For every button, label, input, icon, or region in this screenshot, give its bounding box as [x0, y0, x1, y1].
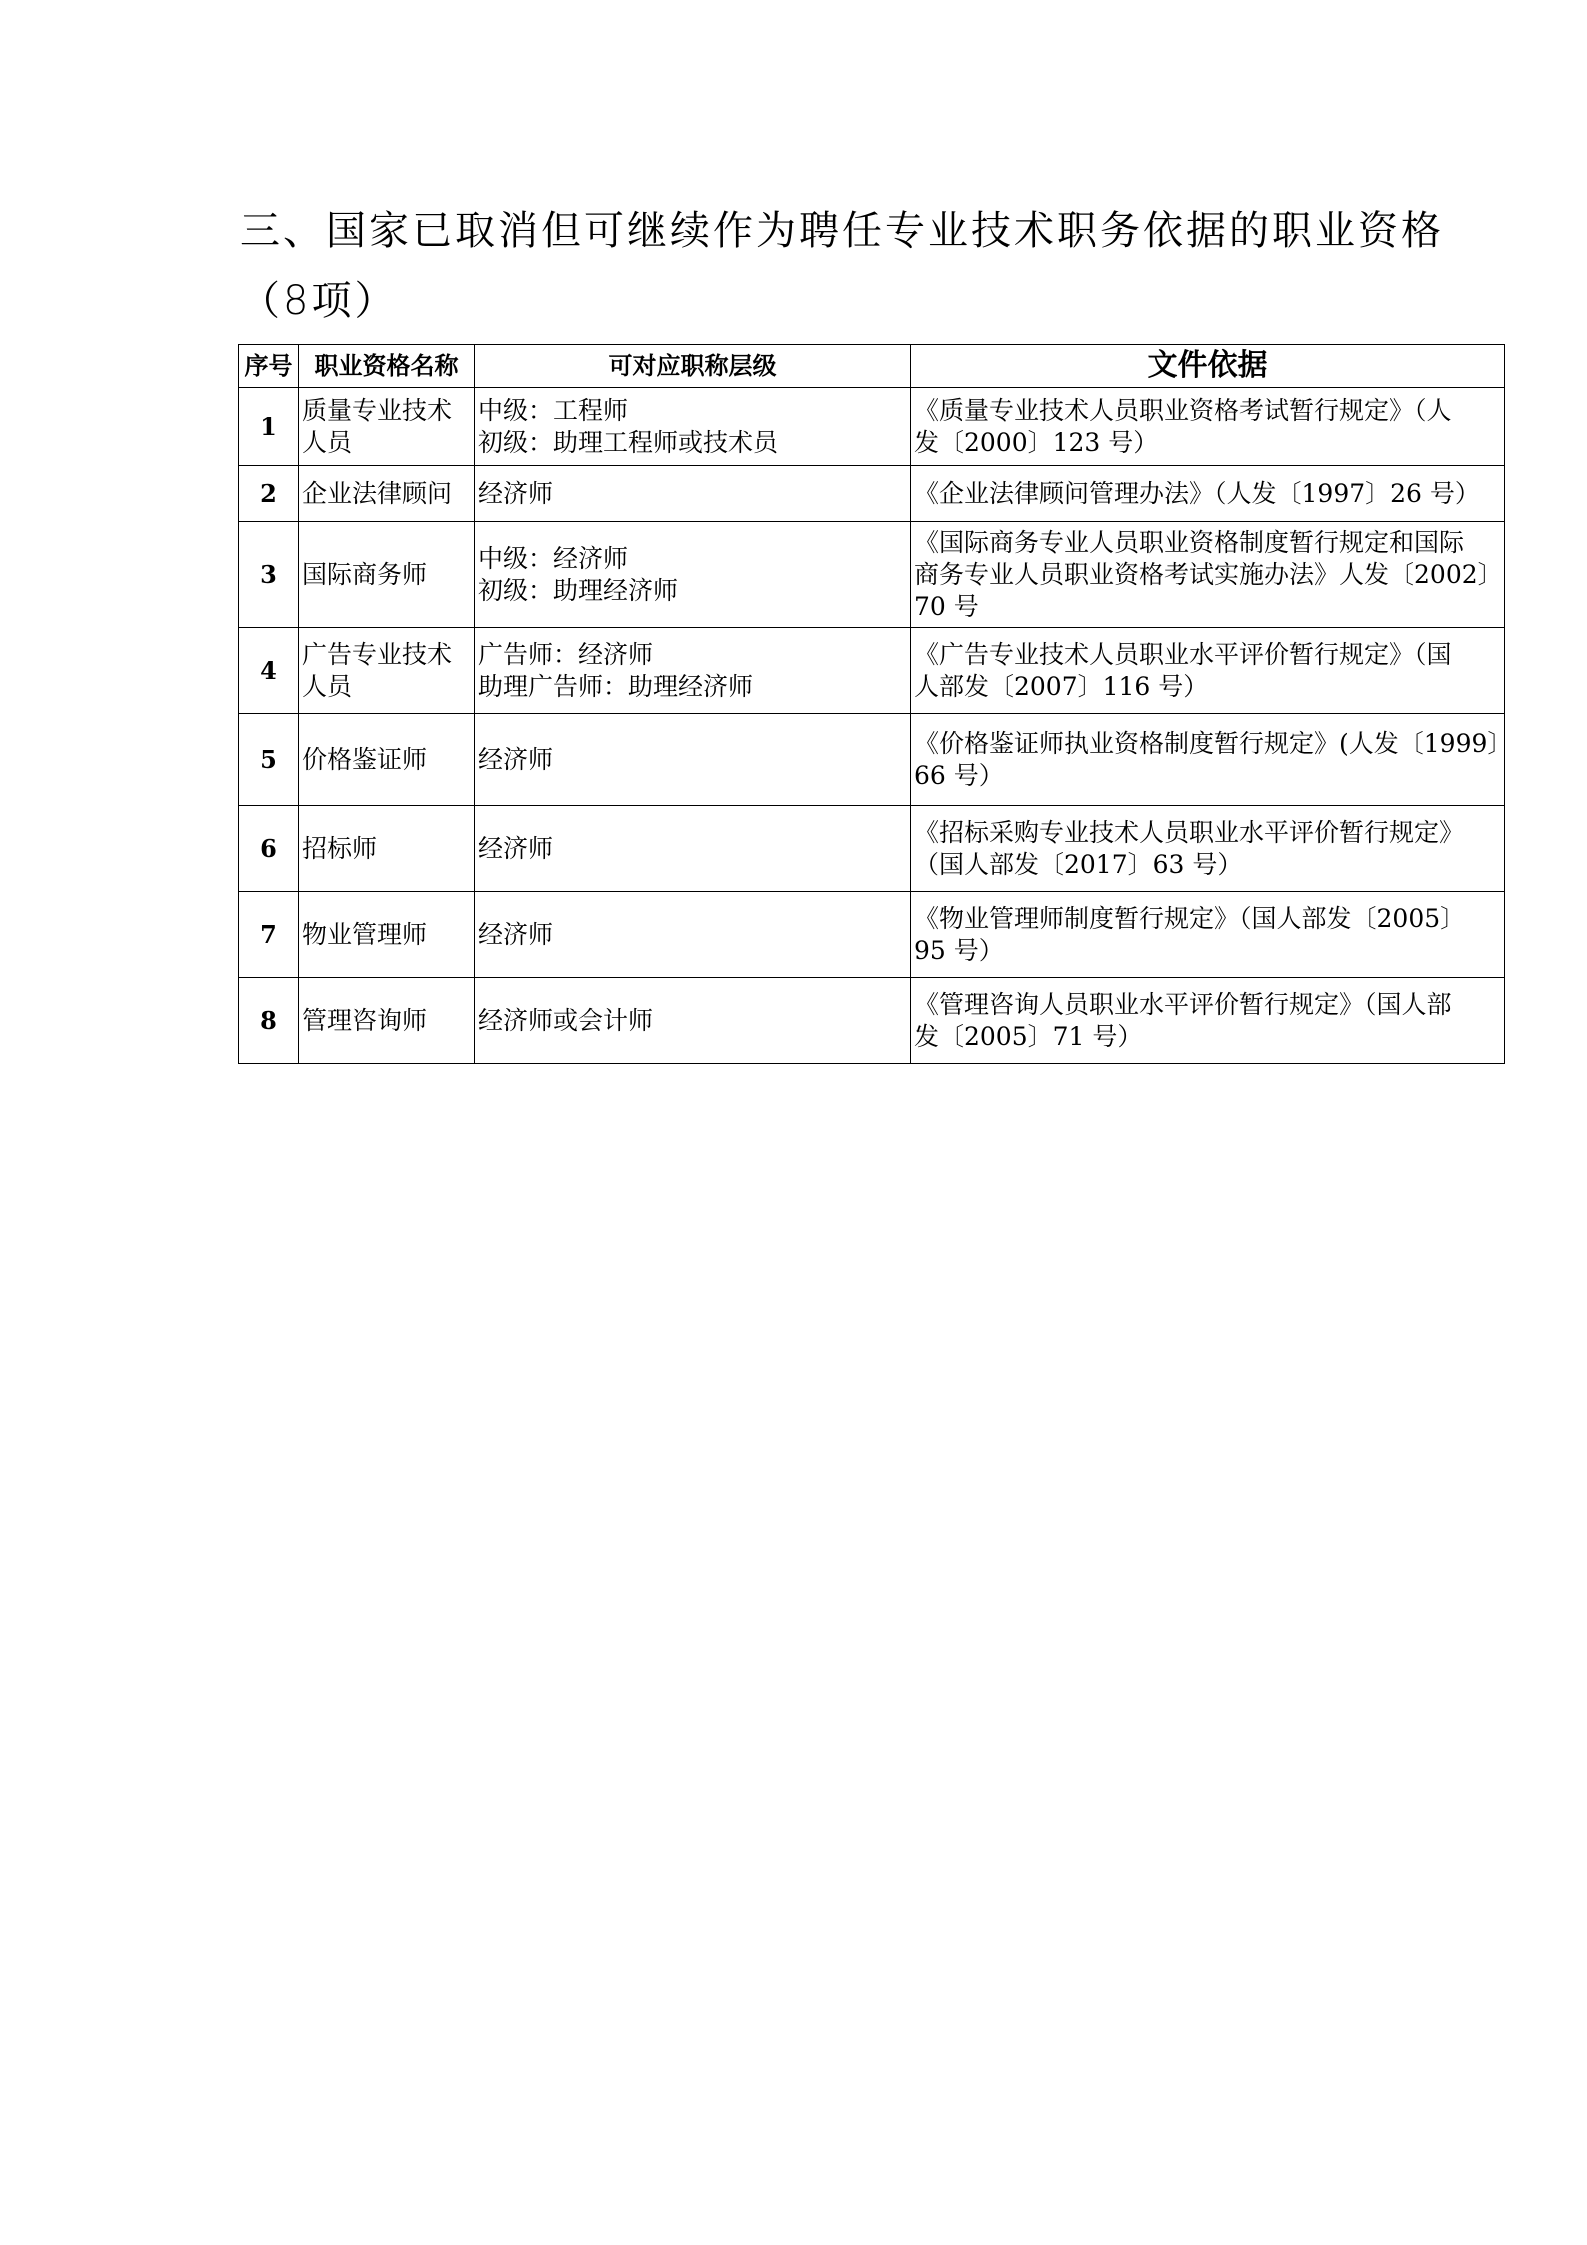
- title-level-line: 广告师：经济师: [478, 639, 654, 669]
- table-row: [239, 466, 1505, 522]
- document-basis-line: 发〔2000〕123 号）: [914, 427, 1159, 457]
- title-level: [475, 714, 911, 806]
- qualification-name-line: 质量专业技术: [302, 395, 453, 425]
- row-number: 8: [239, 978, 299, 1064]
- title-level-line: 中级：工程师: [478, 395, 629, 425]
- title-level: [475, 892, 911, 978]
- document-basis-line: 95 号）: [914, 935, 1004, 965]
- document-basis-line: 商务专业人员职业资格考试实施办法》人发〔2002〕: [914, 559, 1503, 589]
- document-basis: [911, 466, 1505, 522]
- title-level-line: 经济师: [478, 919, 554, 949]
- qualification-name-line: 广告专业技术: [302, 639, 453, 669]
- title-level-line: 初级：助理工程师或技术员: [478, 427, 779, 457]
- table-row: [239, 714, 1505, 806]
- table-row: [239, 978, 1505, 1064]
- title-level-line: 经济师: [478, 478, 554, 508]
- title-level-line: 经济师: [478, 744, 554, 774]
- document-basis-line: 《价格鉴证师执业资格制度暂行规定》(人发〔1999〕: [914, 728, 1513, 758]
- qualification-name: [299, 978, 475, 1064]
- title-level-line: 经济师或会计师: [478, 1005, 654, 1035]
- title-level: [475, 388, 911, 466]
- document-basis-line: 66 号）: [914, 760, 1004, 790]
- title-level: [475, 628, 911, 714]
- document-basis: [911, 628, 1505, 714]
- qualification-name: [299, 466, 475, 522]
- qualification-name: [299, 806, 475, 892]
- document-basis: [911, 522, 1505, 628]
- qualification-name-line: 管理咨询师: [302, 1005, 428, 1035]
- document-basis-line: 发〔2005〕71 号）: [914, 1021, 1143, 1051]
- row-number: 2: [239, 466, 299, 522]
- table-row: [239, 388, 1505, 466]
- table-row: [239, 892, 1505, 978]
- title-level-line: 初级：助理经济师: [478, 575, 679, 605]
- header-name: 职业资格名称: [299, 345, 475, 388]
- row-number: 7: [239, 892, 299, 978]
- qualification-name-line: 物业管理师: [302, 919, 428, 949]
- qualification-name: [299, 714, 475, 806]
- qualification-name: [299, 388, 475, 466]
- document-basis-line: 《国际商务专业人员职业资格制度暂行规定和国际: [914, 527, 1465, 557]
- header-basis: 文件依据: [911, 345, 1505, 388]
- document-basis-line: 《广告专业技术人员职业水平评价暂行规定》（国: [914, 639, 1452, 669]
- document-basis: [911, 388, 1505, 466]
- row-number: 1: [239, 388, 299, 466]
- document-basis-line: 《企业法律顾问管理办法》（人发〔1997〕26 号）: [914, 478, 1480, 508]
- title-level-line: 助理广告师：助理经济师: [478, 671, 754, 701]
- document-basis-line: 《招标采购专业技术人员职业水平评价暂行规定》: [914, 817, 1465, 847]
- row-number: 3: [239, 522, 299, 628]
- qualification-name: [299, 522, 475, 628]
- document-basis-line: 《物业管理师制度暂行规定》（国人部发〔2005〕: [914, 903, 1466, 933]
- qualification-table: [238, 344, 1513, 1064]
- document-basis-line: 《管理咨询人员职业水平评价暂行规定》（国人部: [914, 989, 1452, 1019]
- qualification-name-line: 招标师: [302, 833, 378, 863]
- header-no: 序号: [239, 345, 299, 388]
- document-basis-line: 人部发〔2007〕116 号）: [914, 671, 1209, 701]
- table-header-row: [239, 345, 1505, 388]
- title-level: [475, 466, 911, 522]
- document-basis-line: 《质量专业技术人员职业资格考试暂行规定》（人: [914, 395, 1452, 425]
- qualification-name: [299, 628, 475, 714]
- title-level-line: 中级：经济师: [478, 543, 629, 573]
- qualification-name-line: 人员: [302, 427, 353, 457]
- document-basis-line: 70 号: [914, 591, 979, 621]
- document-basis: [911, 978, 1505, 1064]
- qualification-name-line: 人员: [302, 671, 353, 701]
- table-row: [239, 806, 1505, 892]
- qualification-name-line: 国际商务师: [302, 559, 428, 589]
- header-level: 可对应职称层级: [475, 345, 911, 388]
- document-basis: [911, 714, 1513, 806]
- document-basis: [911, 806, 1505, 892]
- qualification-name-line: 企业法律顾问: [302, 478, 453, 508]
- title-level: [475, 978, 911, 1064]
- row-number: 5: [239, 714, 299, 806]
- table-row: [239, 628, 1505, 714]
- title-level-line: 经济师: [478, 833, 554, 863]
- title-level: [475, 806, 911, 892]
- title-level: [475, 522, 911, 628]
- row-number: 6: [239, 806, 299, 892]
- table-body: [239, 388, 1513, 1064]
- document-basis-line: （国人部发〔2017〕63 号）: [914, 849, 1243, 879]
- qualification-name: [299, 892, 475, 978]
- qualification-name-line: 价格鉴证师: [302, 744, 428, 774]
- page-heading: 三、国家已取消但可继续作为聘任专业技术职务依据的职业资格（8项）: [240, 208, 1444, 324]
- table-row: [239, 522, 1505, 628]
- document-basis: [911, 892, 1505, 978]
- row-number: 4: [239, 628, 299, 714]
